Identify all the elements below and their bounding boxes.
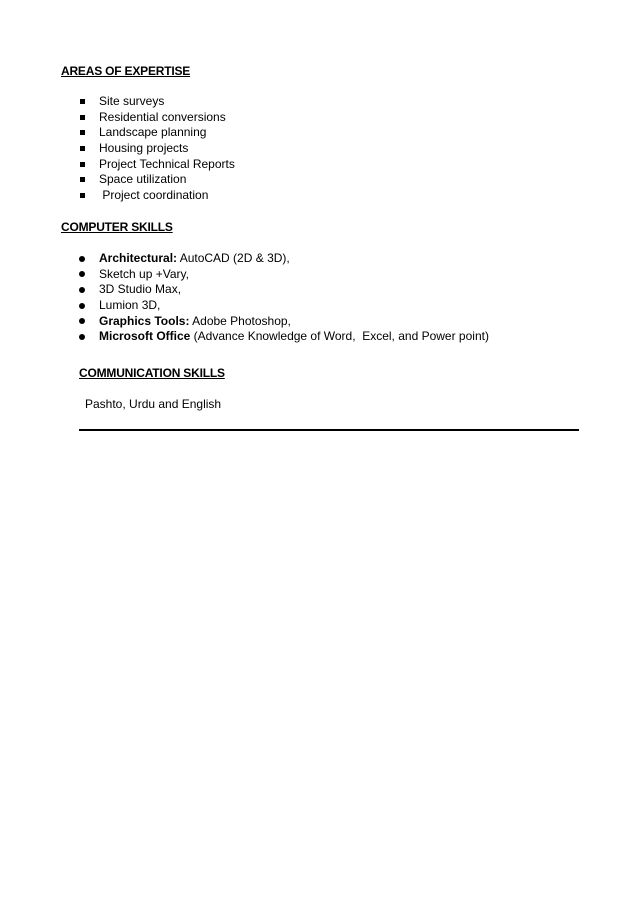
list-item: Project coordination xyxy=(61,188,235,204)
list-item: Space utilization xyxy=(61,172,235,188)
list-item: Sketch up +Vary, xyxy=(61,267,489,283)
square-bullet-icon xyxy=(80,193,85,198)
round-bullet-icon xyxy=(79,334,85,340)
square-bullet-icon xyxy=(80,115,85,120)
computer-skills-heading: COMPUTER SKILLS xyxy=(61,220,173,234)
square-bullet-icon xyxy=(80,146,85,151)
square-bullet-icon xyxy=(80,177,85,182)
list-item: Landscape planning xyxy=(61,125,235,141)
expertise-list xyxy=(61,94,235,204)
list-item: Microsoft Office (Advance Knowledge of Word, Excel, and Power point) xyxy=(61,329,489,345)
round-bullet-icon xyxy=(79,303,85,309)
expertise-heading: AREAS OF EXPERTISE xyxy=(61,64,191,78)
list-item: Lumion 3D, xyxy=(61,298,489,314)
list-item: Housing projects xyxy=(61,141,235,157)
list-item: Project Technical Reports xyxy=(61,157,235,173)
communication-languages: Pashto, Urdu and English xyxy=(85,397,222,411)
round-bullet-icon xyxy=(79,256,85,262)
round-bullet-icon xyxy=(79,287,85,293)
square-bullet-icon xyxy=(80,99,85,104)
list-item: 3D Studio Max, xyxy=(61,282,489,298)
round-bullet-icon xyxy=(79,271,85,277)
round-bullet-icon xyxy=(79,318,85,324)
communication-skills-heading: COMMUNICATION SKILLS xyxy=(79,366,225,380)
list-item: Site surveys xyxy=(61,94,235,110)
computer-skills-list xyxy=(61,251,489,345)
square-bullet-icon xyxy=(80,130,85,135)
list-item: Architectural: AutoCAD (2D & 3D), xyxy=(61,251,489,267)
list-item: Residential conversions xyxy=(61,110,235,126)
section-divider xyxy=(79,429,579,431)
square-bullet-icon xyxy=(80,162,85,167)
list-item: Graphics Tools: Adobe Photoshop, xyxy=(61,314,489,330)
